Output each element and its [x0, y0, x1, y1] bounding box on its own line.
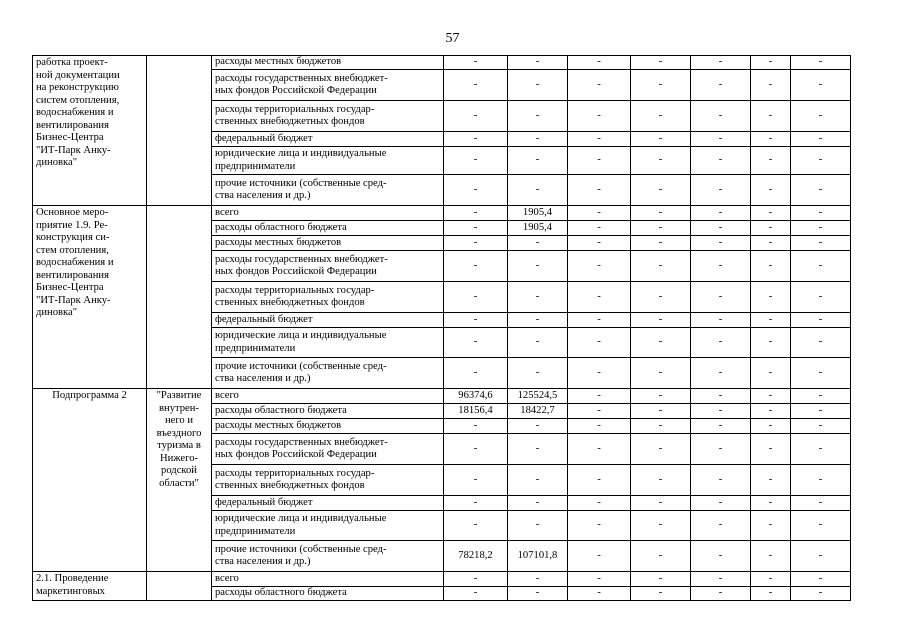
value-cell: -: [751, 587, 791, 601]
funding-source-cell: расходы местных бюджетов: [212, 56, 444, 70]
value-cell: 96374,6: [444, 389, 508, 404]
value-cell: -: [691, 572, 751, 587]
value-cell: -: [508, 251, 568, 282]
value-cell: -: [751, 434, 791, 465]
value-cell: -: [631, 101, 691, 132]
value-cell: -: [751, 572, 791, 587]
value-cell: -: [751, 465, 791, 496]
value-cell: -: [631, 572, 691, 587]
program-name-cell: [147, 206, 212, 389]
value-cell: -: [751, 404, 791, 419]
value-cell: -: [751, 175, 791, 206]
funding-source-cell: расходы территориальных государ- ственных внебюджетных фондов: [212, 465, 444, 496]
value-cell: -: [508, 313, 568, 328]
table-row: [33, 572, 851, 587]
value-cell: -: [568, 465, 631, 496]
value-cell: -: [791, 236, 851, 251]
program-name-cell: [147, 572, 212, 601]
value-cell: -: [508, 358, 568, 389]
value-cell: -: [568, 236, 631, 251]
value-cell: -: [751, 282, 791, 313]
value-cell: -: [691, 496, 751, 511]
funding-source-cell: всего: [212, 572, 444, 587]
value-cell: -: [691, 132, 751, 147]
value-cell: -: [691, 587, 751, 601]
funding-source-cell: расходы государственных внебюджет- ных фондов Российской Федерации: [212, 70, 444, 101]
value-cell: -: [631, 251, 691, 282]
value-cell: -: [691, 221, 751, 236]
value-cell: -: [444, 572, 508, 587]
funding-source-cell: федеральный бюджет: [212, 496, 444, 511]
value-cell: -: [691, 358, 751, 389]
value-cell: -: [568, 496, 631, 511]
value-cell: -: [508, 434, 568, 465]
value-cell: -: [631, 313, 691, 328]
value-cell: -: [791, 313, 851, 328]
value-cell: -: [444, 236, 508, 251]
value-cell: -: [691, 70, 751, 101]
value-cell: -: [568, 389, 631, 404]
value-cell: -: [751, 328, 791, 358]
value-cell: -: [631, 221, 691, 236]
value-cell: -: [568, 70, 631, 101]
funding-source-cell: расходы областного бюджета: [212, 404, 444, 419]
value-cell: -: [791, 206, 851, 221]
value-cell: -: [444, 434, 508, 465]
value-cell: -: [631, 404, 691, 419]
program-name-cell: "Развитие внутрен- него и въездного туризма в Нижего- родской области": [147, 389, 212, 572]
table-row: [33, 56, 851, 70]
value-cell: -: [691, 175, 751, 206]
value-cell: -: [691, 251, 751, 282]
funding-source-cell: расходы территориальных государ- ственных внебюджетных фондов: [212, 101, 444, 132]
value-cell: -: [444, 496, 508, 511]
value-cell: -: [444, 419, 508, 434]
value-cell: -: [444, 221, 508, 236]
funding-source-cell: расходы территориальных государ- ственных внебюджетных фондов: [212, 282, 444, 313]
value-cell: -: [631, 511, 691, 541]
funding-source-cell: расходы местных бюджетов: [212, 419, 444, 434]
value-cell: -: [691, 313, 751, 328]
value-cell: -: [631, 587, 691, 601]
value-cell: -: [691, 511, 751, 541]
value-cell: -: [631, 389, 691, 404]
value-cell: -: [568, 221, 631, 236]
value-cell: -: [508, 175, 568, 206]
value-cell: -: [508, 101, 568, 132]
value-cell: -: [791, 465, 851, 496]
value-cell: -: [631, 358, 691, 389]
funding-source-cell: расходы областного бюджета: [212, 587, 444, 601]
value-cell: -: [751, 511, 791, 541]
budget-table: [32, 55, 851, 601]
value-cell: -: [508, 587, 568, 601]
value-cell: -: [751, 541, 791, 572]
value-cell: -: [568, 587, 631, 601]
funding-source-cell: юридические лица и индивидуальные предприниматели: [212, 147, 444, 175]
page-number: 57: [445, 31, 460, 46]
value-cell: -: [508, 511, 568, 541]
value-cell: -: [568, 251, 631, 282]
value-cell: -: [631, 434, 691, 465]
activity-name-cell: Подпрограмма 2: [33, 389, 147, 572]
value-cell: -: [631, 465, 691, 496]
value-cell: -: [751, 251, 791, 282]
value-cell: -: [691, 101, 751, 132]
value-cell: -: [444, 101, 508, 132]
value-cell: -: [691, 465, 751, 496]
value-cell: -: [791, 419, 851, 434]
value-cell: -: [631, 419, 691, 434]
table-row: [33, 206, 851, 221]
value-cell: -: [508, 132, 568, 147]
value-cell: -: [791, 404, 851, 419]
value-cell: 125524,5: [508, 389, 568, 404]
value-cell: -: [444, 465, 508, 496]
value-cell: -: [444, 56, 508, 70]
value-cell: -: [631, 328, 691, 358]
value-cell: -: [444, 175, 508, 206]
value-cell: -: [444, 587, 508, 601]
funding-source-cell: юридические лица и индивидуальные предприниматели: [212, 328, 444, 358]
value-cell: -: [791, 56, 851, 70]
value-cell: 18156,4: [444, 404, 508, 419]
value-cell: -: [751, 132, 791, 147]
value-cell: -: [508, 70, 568, 101]
value-cell: -: [444, 313, 508, 328]
activity-name-cell: 2.1. Проведение маркетинговых: [33, 572, 147, 601]
value-cell: -: [631, 70, 691, 101]
value-cell: -: [691, 236, 751, 251]
value-cell: -: [568, 313, 631, 328]
funding-source-cell: прочие источники (собственные сред- ства населения и др.): [212, 175, 444, 206]
funding-source-cell: федеральный бюджет: [212, 313, 444, 328]
value-cell: -: [568, 434, 631, 465]
value-cell: 78218,2: [444, 541, 508, 572]
activity-name-cell: Основное меро- приятие 1.9. Ре- конструкция си- стем отопления, водоснабжения и вентилирования Бизнес-Центра "ИТ-Парк Анку- диновка": [33, 206, 147, 389]
value-cell: -: [791, 132, 851, 147]
value-cell: -: [631, 236, 691, 251]
value-cell: -: [791, 221, 851, 236]
value-cell: -: [568, 541, 631, 572]
value-cell: -: [631, 282, 691, 313]
value-cell: -: [751, 313, 791, 328]
funding-source-cell: расходы государственных внебюджет- ных фондов Российской Федерации: [212, 434, 444, 465]
value-cell: -: [691, 434, 751, 465]
value-cell: -: [791, 358, 851, 389]
funding-source-cell: прочие источники (собственные сред- ства населения и др.): [212, 541, 444, 572]
funding-source-cell: расходы местных бюджетов: [212, 236, 444, 251]
funding-source-cell: федеральный бюджет: [212, 132, 444, 147]
value-cell: -: [751, 358, 791, 389]
value-cell: -: [791, 587, 851, 601]
value-cell: -: [751, 56, 791, 70]
value-cell: -: [791, 541, 851, 572]
value-cell: -: [568, 206, 631, 221]
value-cell: -: [508, 419, 568, 434]
value-cell: -: [631, 147, 691, 175]
value-cell: -: [508, 147, 568, 175]
value-cell: -: [631, 541, 691, 572]
value-cell: -: [631, 206, 691, 221]
value-cell: -: [791, 251, 851, 282]
value-cell: -: [631, 175, 691, 206]
activity-name-cell: работка проект- ной документации на реконструкцию систем отопления, водоснабжения и вентилирования Бизнес-Центра "ИТ-Парк Анку- диновка": [33, 56, 147, 206]
value-cell: -: [791, 434, 851, 465]
value-cell: -: [691, 328, 751, 358]
value-cell: -: [691, 147, 751, 175]
value-cell: -: [568, 419, 631, 434]
value-cell: -: [691, 404, 751, 419]
value-cell: -: [791, 496, 851, 511]
value-cell: -: [444, 251, 508, 282]
value-cell: -: [568, 56, 631, 70]
value-cell: 1905,4: [508, 221, 568, 236]
value-cell: -: [568, 511, 631, 541]
funding-source-cell: юридические лица и индивидуальные предприниматели: [212, 511, 444, 541]
value-cell: -: [751, 221, 791, 236]
value-cell: -: [444, 282, 508, 313]
value-cell: -: [444, 70, 508, 101]
value-cell: -: [691, 282, 751, 313]
value-cell: -: [691, 419, 751, 434]
value-cell: -: [751, 206, 791, 221]
value-cell: -: [568, 572, 631, 587]
value-cell: -: [508, 282, 568, 313]
value-cell: -: [751, 419, 791, 434]
value-cell: 1905,4: [508, 206, 568, 221]
value-cell: -: [791, 175, 851, 206]
value-cell: -: [691, 206, 751, 221]
value-cell: -: [751, 496, 791, 511]
program-name-cell: [147, 56, 212, 206]
value-cell: -: [791, 389, 851, 404]
value-cell: -: [508, 496, 568, 511]
value-cell: -: [568, 147, 631, 175]
value-cell: -: [568, 358, 631, 389]
value-cell: -: [631, 132, 691, 147]
value-cell: -: [508, 236, 568, 251]
value-cell: -: [791, 328, 851, 358]
value-cell: -: [791, 511, 851, 541]
value-cell: -: [508, 572, 568, 587]
value-cell: -: [631, 496, 691, 511]
value-cell: -: [568, 282, 631, 313]
value-cell: -: [791, 282, 851, 313]
value-cell: -: [444, 147, 508, 175]
value-cell: -: [568, 404, 631, 419]
value-cell: -: [444, 132, 508, 147]
value-cell: -: [791, 147, 851, 175]
value-cell: -: [791, 572, 851, 587]
table-row: [33, 389, 851, 404]
value-cell: -: [568, 101, 631, 132]
value-cell: -: [691, 389, 751, 404]
value-cell: -: [751, 236, 791, 251]
value-cell: 107101,8: [508, 541, 568, 572]
value-cell: -: [444, 511, 508, 541]
value-cell: -: [568, 328, 631, 358]
value-cell: 18422,7: [508, 404, 568, 419]
funding-source-cell: прочие источники (собственные сред- ства населения и др.): [212, 358, 444, 389]
value-cell: -: [751, 70, 791, 101]
value-cell: -: [568, 132, 631, 147]
value-cell: -: [568, 175, 631, 206]
value-cell: -: [444, 206, 508, 221]
value-cell: -: [791, 101, 851, 132]
funding-source-cell: всего: [212, 389, 444, 404]
value-cell: -: [751, 389, 791, 404]
value-cell: -: [444, 358, 508, 389]
value-cell: -: [631, 56, 691, 70]
value-cell: -: [508, 328, 568, 358]
value-cell: -: [791, 70, 851, 101]
value-cell: -: [508, 465, 568, 496]
value-cell: -: [751, 101, 791, 132]
value-cell: -: [508, 56, 568, 70]
value-cell: -: [751, 147, 791, 175]
value-cell: -: [691, 541, 751, 572]
value-cell: -: [444, 328, 508, 358]
funding-source-cell: расходы областного бюджета: [212, 221, 444, 236]
funding-source-cell: расходы государственных внебюджет- ных фондов Российской Федерации: [212, 251, 444, 282]
value-cell: -: [691, 56, 751, 70]
funding-source-cell: всего: [212, 206, 444, 221]
